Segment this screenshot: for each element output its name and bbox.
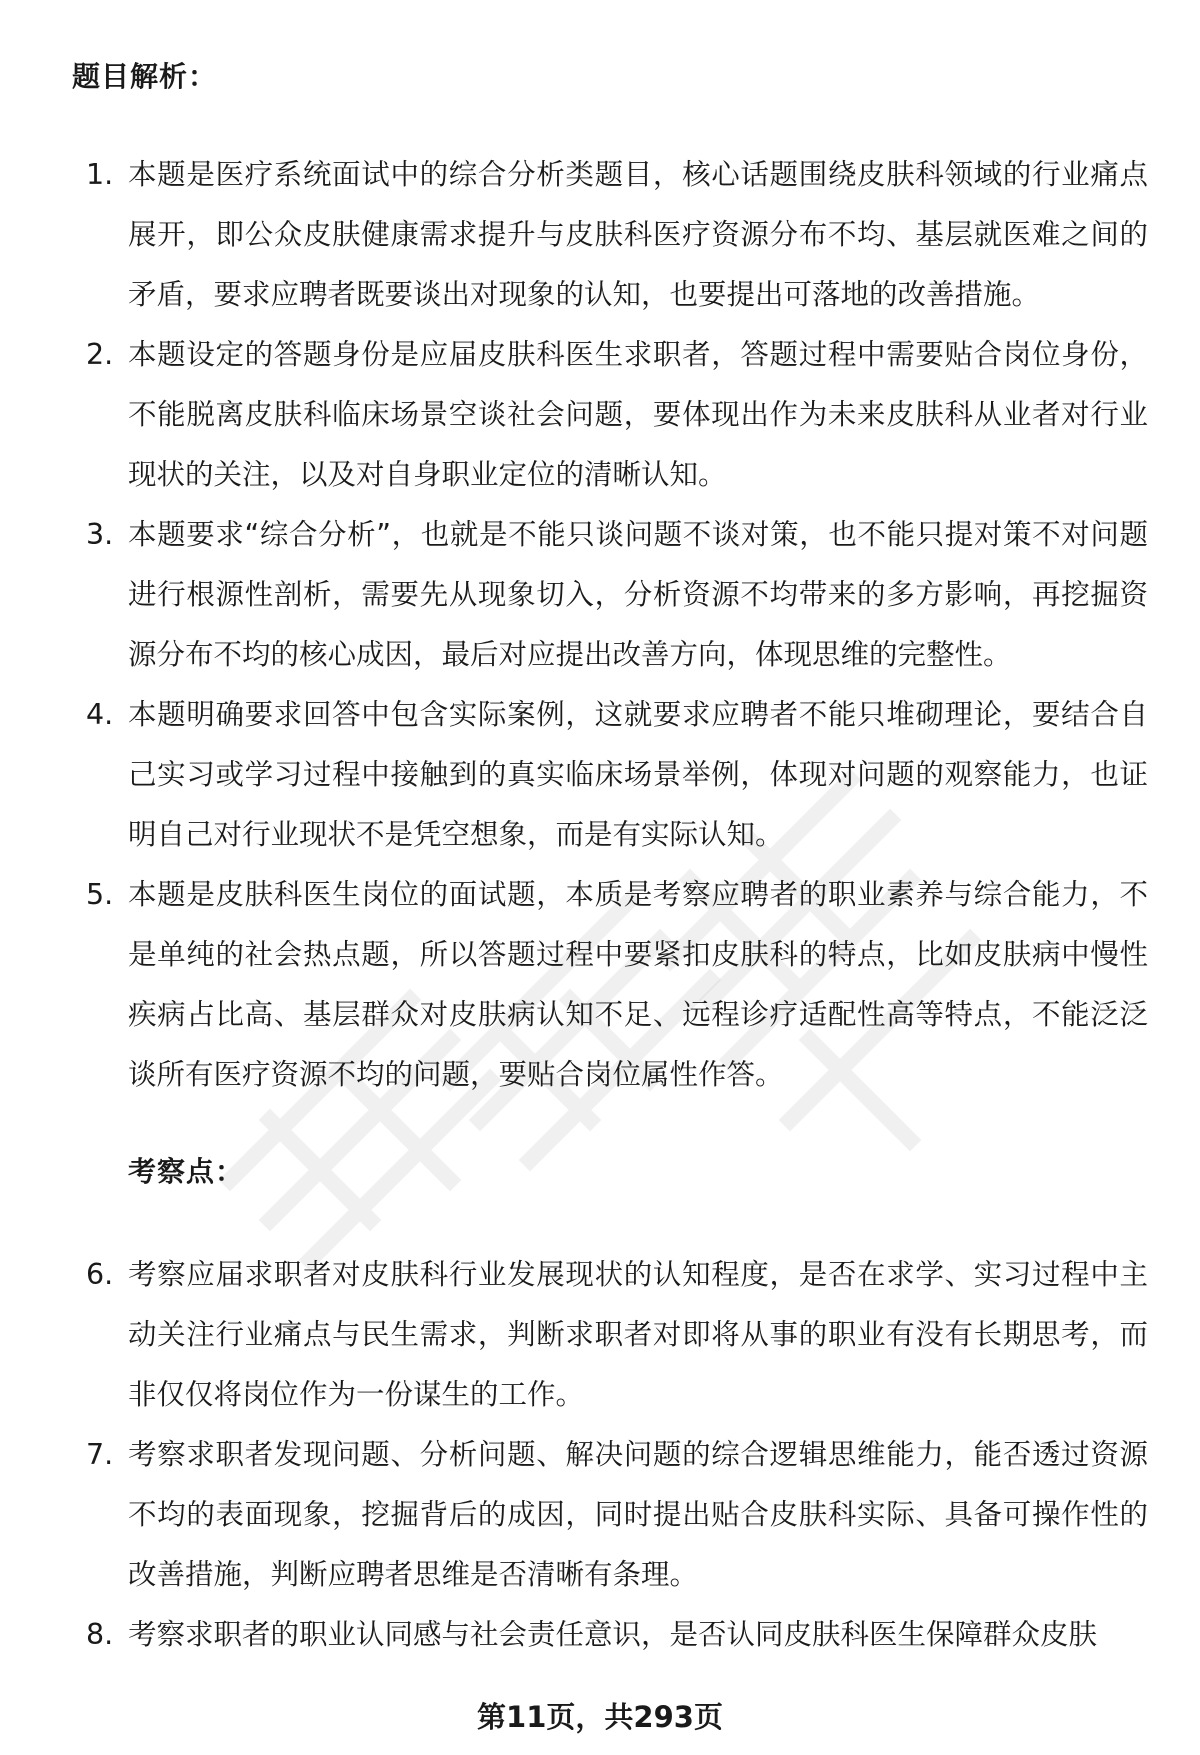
- list-item-text: 本题是医疗系统面试中的综合分析类题目，核心话题围绕皮肤科领域的行业痛点展开，即公众皮肤健康需求提升与皮肤科医疗资源分布不均、基层就医难之间的矛盾，要求应聘者既要谈出对现象的认知，也要提出可落地的改善措施。: [128, 158, 1148, 311]
- list-item-text: 本题是皮肤科医生岗位的面试题，本质是考察应聘者的职业素养与综合能力，不是单纯的社会热点题，所以答题过程中要紧扣皮肤科的特点，比如皮肤病中慢性疾病占比高、基层群众对皮肤病认知不足、远程诊疗适配性高等特点，不能泛泛谈所有医疗资源不均的问题，要贴合岗位属性作答。: [128, 878, 1148, 1091]
- list-item-text: 本题要求“综合分析”，也就是不能只谈问题不谈对策，也不能只提对策不对问题进行根源性剖析，需要先从现象切入，分析资源不均带来的多方影响，再挖掘资源分布不均的核心成因，最后对应提出改善方向，体现思维的完整性。: [128, 518, 1148, 671]
- list-item-number: 7.: [86, 1438, 114, 1471]
- list-item-text: 考察应届求职者对皮肤科行业发展现状的认知程度，是否在求学、实习过程中主动关注行业痛点与民生需求，判断求职者对即将从事的职业有没有长期思考，而非仅仅将岗位作为一份谋生的工作。: [128, 1258, 1148, 1411]
- list-item: [0, 865, 1200, 1105]
- section-heading-assessment: 考察点：: [128, 1155, 245, 1188]
- assessment-list: [0, 1245, 1200, 1665]
- list-item: [0, 325, 1200, 505]
- list-item: [0, 1245, 1200, 1425]
- list-item: [0, 685, 1200, 865]
- list-item-number: 4.: [86, 698, 114, 731]
- list-item-number: 3.: [86, 518, 114, 551]
- list-item-number: 6.: [86, 1258, 114, 1291]
- section-heading-analysis: 题目解析：: [72, 60, 218, 93]
- list-item: [0, 1605, 1200, 1665]
- page-number-footer: 第11页，共293页: [477, 1700, 723, 1734]
- list-item-number: 1.: [86, 158, 114, 191]
- list-item-text: 本题明确要求回答中包含实际案例，这就要求应聘者不能只堆砌理论，要结合自己实习或学习过程中接触到的真实临床场景举例，体现对问题的观察能力，也证明自己对行业现状不是凭空想象，而是有实际认知。: [128, 698, 1148, 851]
- analysis-list: [0, 145, 1200, 1105]
- list-item: [0, 145, 1200, 325]
- list-item-number: 5.: [86, 878, 114, 911]
- list-item-number: 8.: [86, 1618, 114, 1651]
- list-item: [0, 1425, 1200, 1605]
- list-item: [0, 505, 1200, 685]
- list-item-text: 考察求职者的职业认同感与社会责任意识，是否认同皮肤科医生保障群众皮肤: [128, 1618, 1098, 1651]
- list-item-text: 本题设定的答题身份是应届皮肤科医生求职者，答题过程中需要贴合岗位身份，不能脱离皮肤科临床场景空谈社会问题，要体现出作为未来皮肤科从业者对行业现状的关注，以及对自身职业定位的清晰认知。: [128, 338, 1148, 491]
- list-item-number: 2.: [86, 338, 114, 371]
- list-item-text: 考察求职者发现问题、分析问题、解决问题的综合逻辑思维能力，能否透过资源不均的表面现象，挖掘背后的成因，同时提出贴合皮肤科实际、具备可操作性的改善措施，判断应聘者思维是否清晰有条理。: [128, 1438, 1148, 1591]
